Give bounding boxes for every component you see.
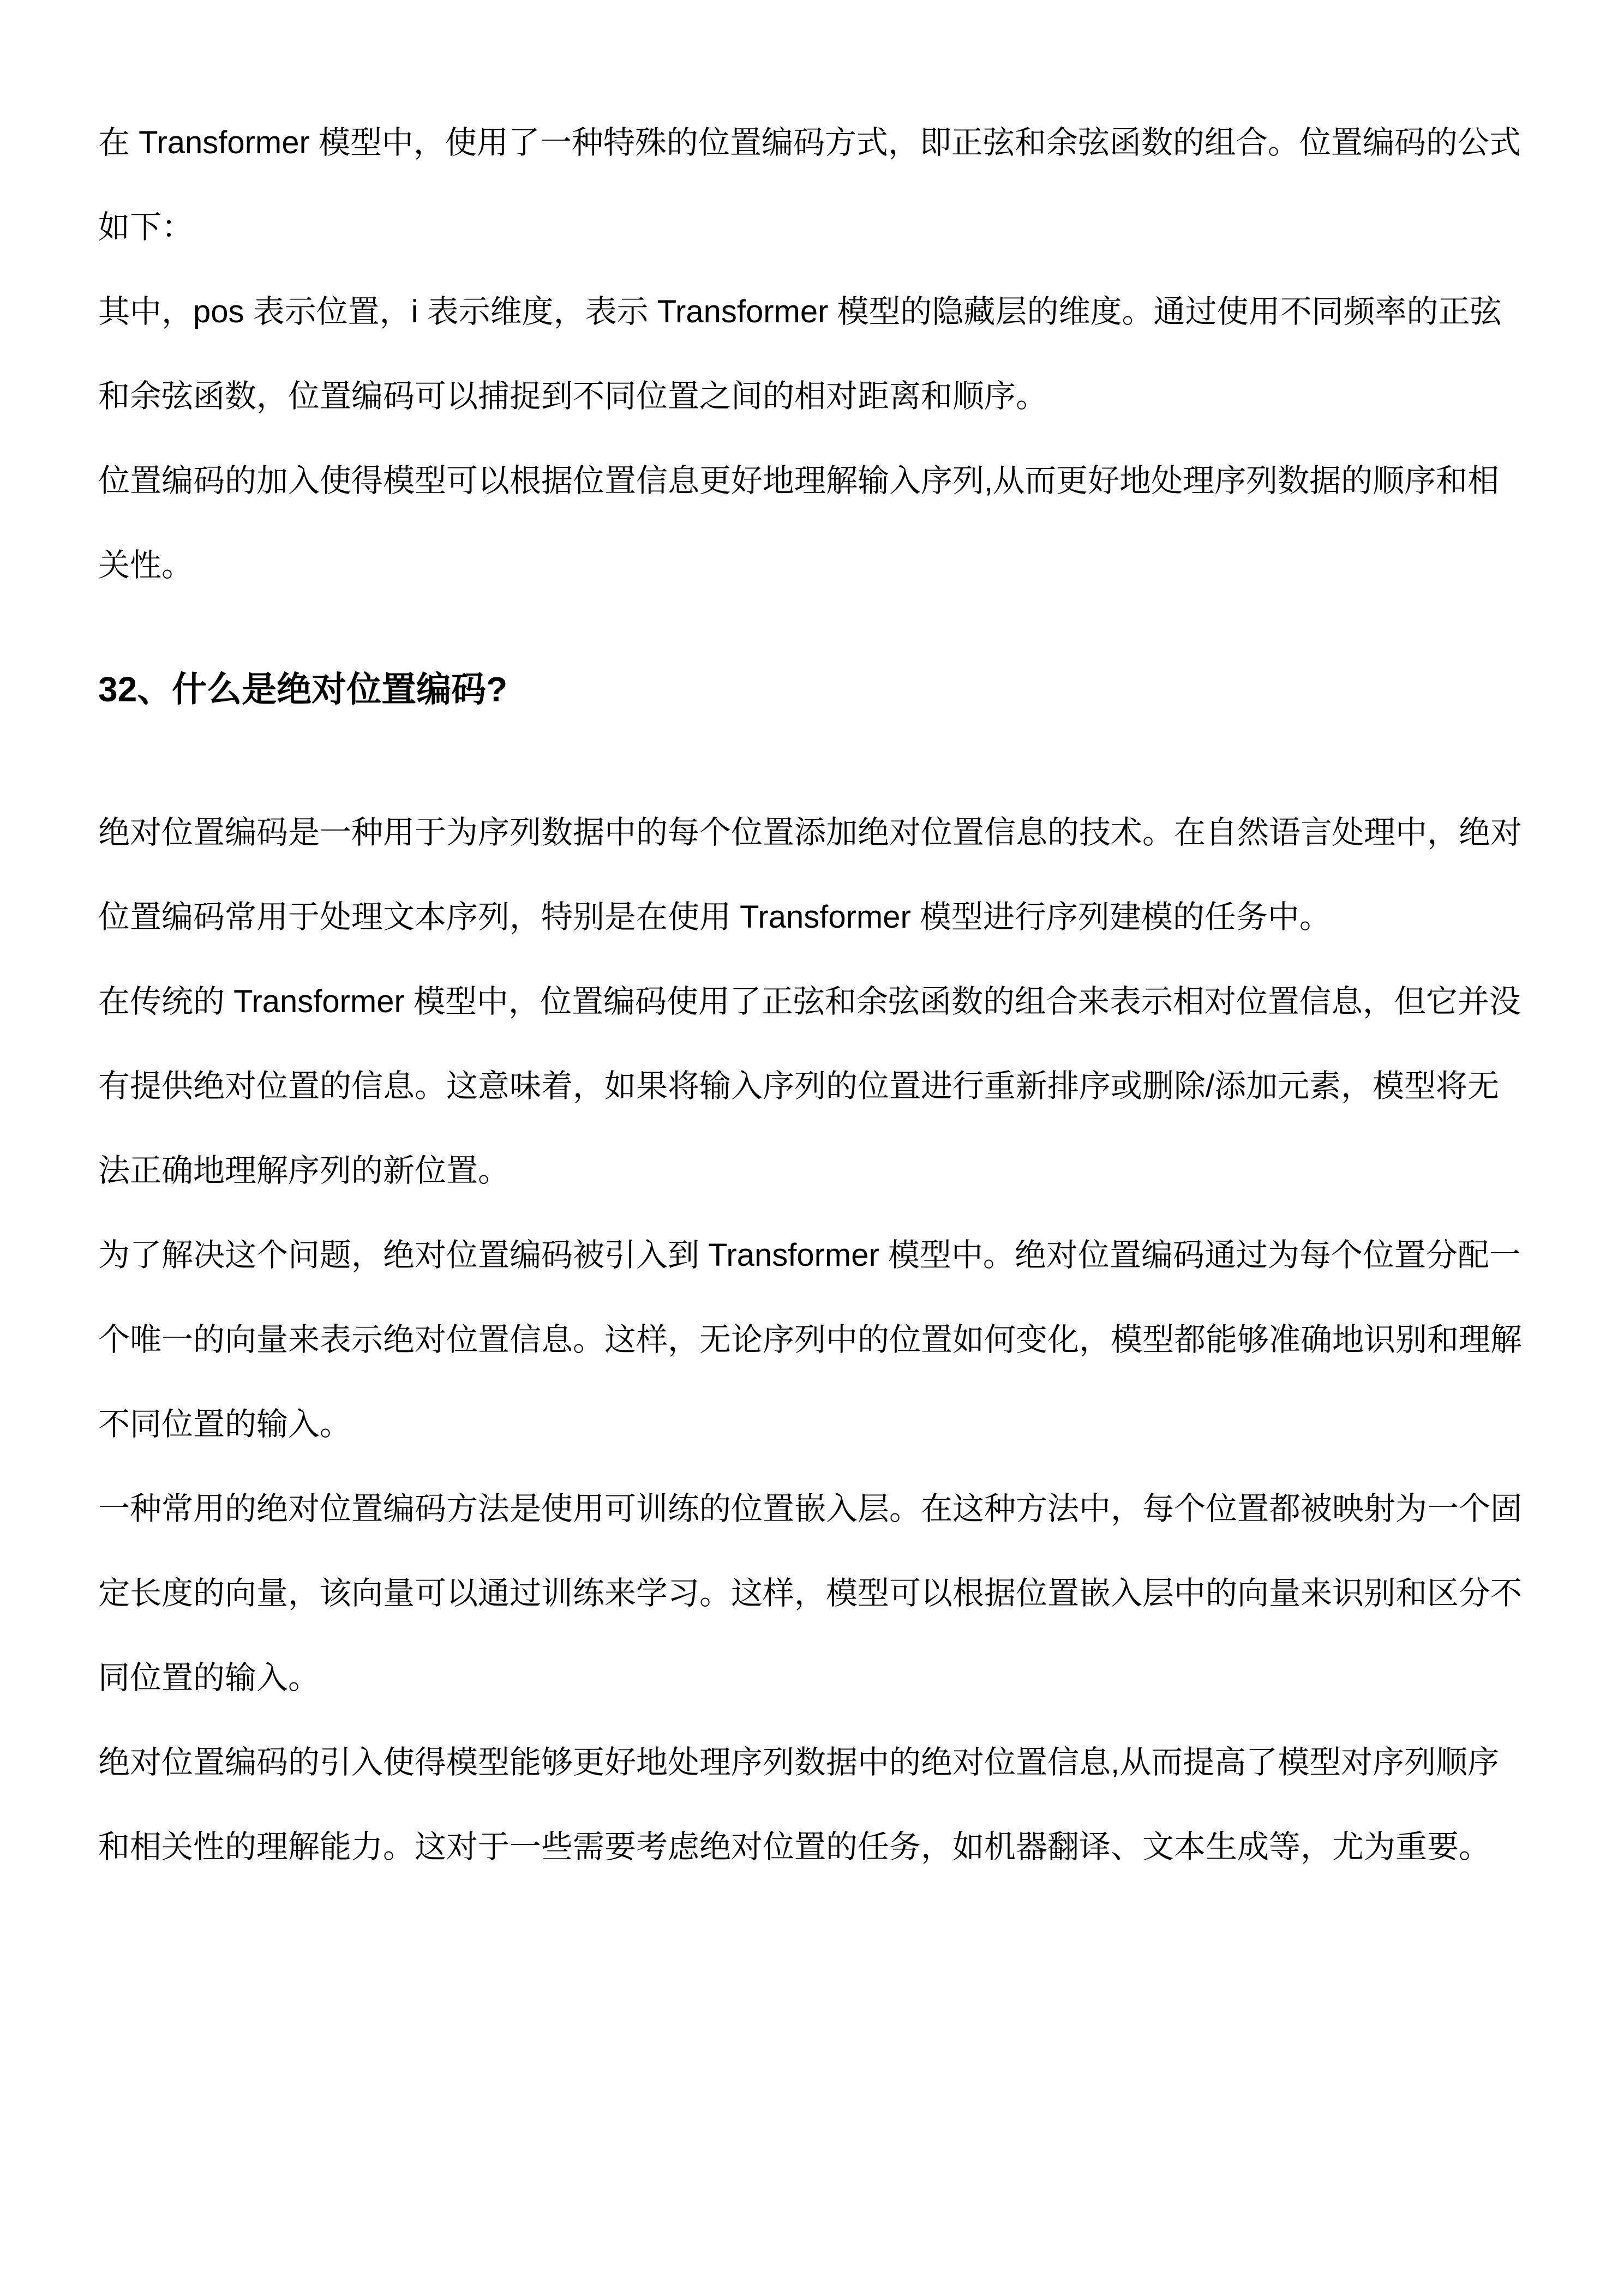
- paragraph-absolute-encoding-definition: 绝对位置编码是一种用于为序列数据中的每个位置添加绝对位置信息的技术。在自然语言处理中，绝对位置编码常用于处理文本序列，特别是在使用 Transformer 模型进行序列建模的任务中。: [98, 815, 1523, 935]
- paragraph-formula-variables: 其中，pos 表示位置，i 表示维度，表示 Transformer 模型的隐藏层的维度。通过使用不同频率的正弦和余弦函数，位置编码可以捕捉到不同位置之间的相对距离和顺序。: [98, 294, 1502, 414]
- paragraph-absolute-encoding-solution: 为了解决这个问题，绝对位置编码被引入到 Transformer 模型中。绝对位置编码通过为每个位置分配一个唯一的向量来表示绝对位置信息。这样，无论序列中的位置如何变化，模型都能够准确地识别和理解不同位置的输入。: [98, 1237, 1523, 1442]
- paragraph-absolute-encoding-conclusion: 绝对位置编码的引入使得模型能够更好地处理序列数据中的绝对位置信息,从而提高了模型对序列顺序和相关性的理解能力。这对于一些需要考虑绝对位置的任务，如机器翻译、文本生成等，尤为重要。: [98, 1745, 1500, 1865]
- paragraph-traditional-transformer-limitation: 在传统的 Transformer 模型中，位置编码使用了正弦和余弦函数的组合来表示相对位置信息，但它并没有提供绝对位置的信息。这意味着，如果将输入序列的位置进行重新排序或删除/添加元素，模型将无法正确地理解序列的新位置。: [98, 984, 1521, 1188]
- paragraph-sinusoidal-encoding-intro: 在 Transformer 模型中，使用了一种特殊的位置编码方式，即正弦和余弦函数的组合。位置编码的公式如下：: [98, 125, 1521, 245]
- paragraph-positional-encoding-benefit: 位置编码的加入使得模型可以根据位置信息更好地理解输入序列,从而更好地处理序列数据的顺序和相关性。: [98, 463, 1500, 583]
- paragraph-trainable-embedding-method: 一种常用的绝对位置编码方法是使用可训练的位置嵌入层。在这种方法中，每个位置都被映射为一个固定长度的向量，该向量可以通过训练来学习。这样，模型可以根据位置嵌入层中的向量来识别和区分不同位置的输入。: [98, 1491, 1523, 1696]
- section-heading-q32-absolute-position-encoding: 32、什么是绝对位置编码?: [98, 670, 508, 709]
